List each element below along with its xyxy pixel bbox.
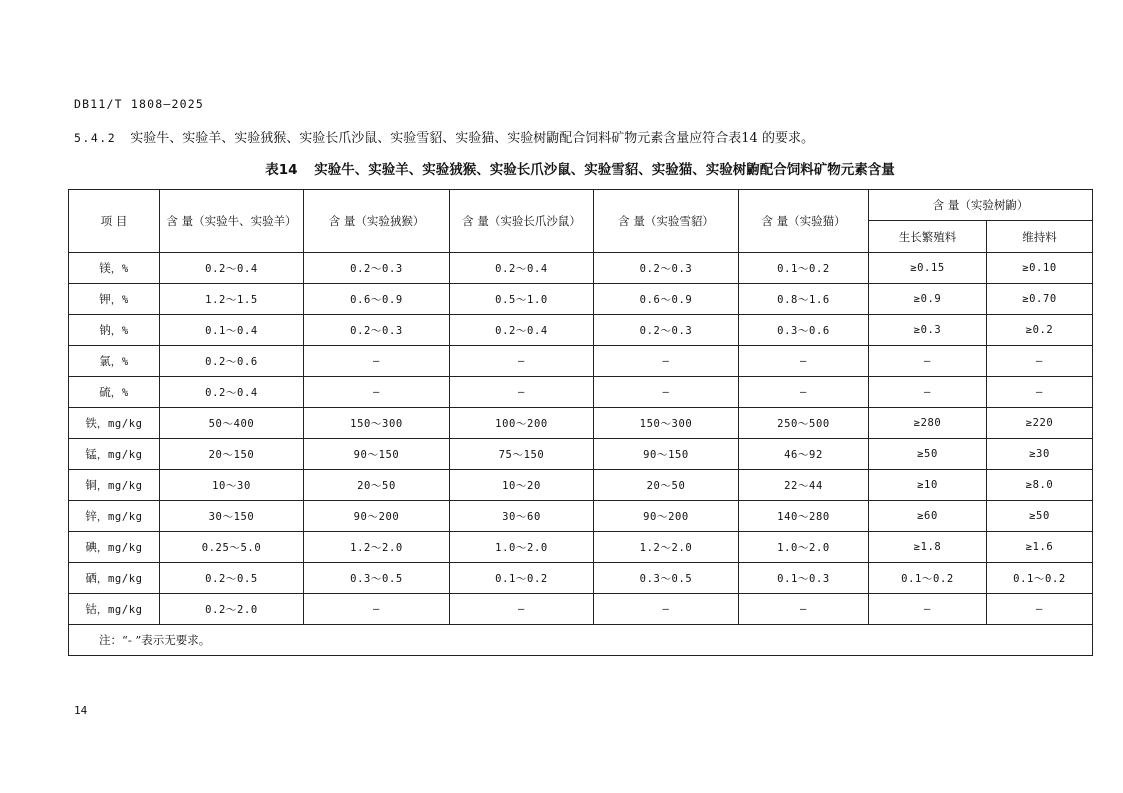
value-cell: 0.5～1.0 (450, 284, 594, 315)
value-cell: 0.2～0.4 (160, 377, 304, 408)
table-note: 注：“- ”表示无要求。 (69, 625, 1093, 656)
row-item-label (69, 377, 160, 408)
row-item-label (69, 408, 160, 439)
value-cell: 1.2～2.0 (594, 532, 739, 563)
value-cell: 0.2～2.0 (160, 594, 304, 625)
value-cell: 10～30 (160, 470, 304, 501)
element-name: 锌 (85, 509, 97, 523)
element-unit: ，mg/kg (96, 480, 143, 492)
value-cell: 0.1～0.2 (869, 563, 987, 594)
clause-paragraph (74, 127, 814, 146)
value-cell: 0.8～1.6 (739, 284, 869, 315)
table-caption (68, 158, 1092, 178)
value-cell: — (594, 346, 739, 377)
element-name: 锰 (85, 447, 97, 461)
header-growth-breeding: 生长繁殖料 (869, 221, 987, 253)
row-item-label (69, 532, 160, 563)
table-number: 表14 (265, 162, 298, 178)
value-cell: ≥30 (987, 439, 1093, 470)
element-name: 硫 (99, 385, 111, 399)
value-cell: ≥10 (869, 470, 987, 501)
table-title: 实验牛、实验羊、实验狨猴、实验长爪沙鼠、实验雪貂、实验猫、实验树鼩配合饲料矿物元素含量 (314, 162, 895, 178)
value-cell: 140～280 (739, 501, 869, 532)
value-cell: 0.2～0.4 (450, 253, 594, 284)
row-item-label (69, 501, 160, 532)
value-cell: — (739, 377, 869, 408)
element-unit: ，% (110, 294, 129, 306)
value-cell: ≥50 (869, 439, 987, 470)
table-row (69, 377, 1093, 408)
value-cell: 0.1～0.4 (160, 315, 304, 346)
row-item-label (69, 563, 160, 594)
header-tree-shrew: 含 量（实验树鼩） (869, 190, 1093, 221)
value-cell: 10～20 (450, 470, 594, 501)
value-cell: 90～200 (594, 501, 739, 532)
value-cell: ≥8.0 (987, 470, 1093, 501)
value-cell: 0.3～0.5 (594, 563, 739, 594)
value-cell: 30～150 (160, 501, 304, 532)
value-cell: ≥0.9 (869, 284, 987, 315)
value-cell: 22～44 (739, 470, 869, 501)
element-unit: ，% (110, 356, 129, 368)
value-cell: 0.3～0.6 (739, 315, 869, 346)
header-cattle-sheep: 含 量（实验牛、实验羊） (160, 190, 304, 253)
value-cell: — (869, 377, 987, 408)
mineral-content-table (68, 189, 1093, 656)
element-unit: ，mg/kg (96, 604, 143, 616)
value-cell: 0.6～0.9 (304, 284, 450, 315)
table-row (69, 315, 1093, 346)
value-cell: ≥60 (869, 501, 987, 532)
value-cell: 20～50 (594, 470, 739, 501)
clause-number: 5.4.2 (74, 131, 117, 145)
value-cell: 20～150 (160, 439, 304, 470)
element-unit: ，% (110, 263, 129, 275)
value-cell: — (304, 346, 450, 377)
row-item-label (69, 346, 160, 377)
value-cell: — (739, 594, 869, 625)
element-name: 钴 (85, 602, 97, 616)
row-item-label (69, 470, 160, 501)
value-cell: 50～400 (160, 408, 304, 439)
element-name: 铜 (85, 478, 97, 492)
element-unit: ，mg/kg (96, 449, 143, 461)
value-cell: — (594, 594, 739, 625)
value-cell: 1.2～1.5 (160, 284, 304, 315)
value-cell: ≥50 (987, 501, 1093, 532)
table-row (69, 253, 1093, 284)
element-unit: ，mg/kg (96, 418, 143, 430)
value-cell: 1.0～2.0 (739, 532, 869, 563)
value-cell: — (869, 594, 987, 625)
value-cell: 0.2～0.3 (304, 315, 450, 346)
value-cell: — (987, 377, 1093, 408)
value-cell: 150～300 (304, 408, 450, 439)
element-name: 碘 (85, 540, 97, 554)
table-row (69, 563, 1093, 594)
value-cell: — (869, 346, 987, 377)
table-row (69, 284, 1093, 315)
header-marmoset: 含 量（实验狨猴） (304, 190, 450, 253)
clause-text: 实验牛、实验羊、实验狨猴、实验长爪沙鼠、实验雪貂、实验猫、实验树鼩配合饲料矿物元素含量应符合表14 的要求。 (130, 131, 814, 146)
value-cell: — (304, 594, 450, 625)
value-cell: — (450, 346, 594, 377)
element-unit: ，mg/kg (96, 573, 143, 585)
value-cell: ≥0.3 (869, 315, 987, 346)
table-row (69, 594, 1093, 625)
table-row (69, 532, 1093, 563)
header-ferret: 含 量（实验雪貂） (594, 190, 739, 253)
row-item-label (69, 439, 160, 470)
document-code: DB11/T 1808—2025 (74, 97, 204, 111)
value-cell: ≥1.8 (869, 532, 987, 563)
value-cell: — (987, 346, 1093, 377)
value-cell: 90～150 (304, 439, 450, 470)
element-name: 钾 (99, 292, 111, 306)
element-name: 钠 (99, 323, 111, 337)
value-cell: 30～60 (450, 501, 594, 532)
row-item-label (69, 315, 160, 346)
value-cell: 0.2～0.4 (450, 315, 594, 346)
value-cell: — (304, 377, 450, 408)
row-item-label (69, 253, 160, 284)
header-item: 项 目 (69, 190, 160, 253)
table-body (69, 253, 1093, 625)
table-row (69, 470, 1093, 501)
value-cell: 0.2～0.6 (160, 346, 304, 377)
value-cell: ≥0.2 (987, 315, 1093, 346)
table-row (69, 501, 1093, 532)
page-number: 14 (74, 704, 88, 717)
value-cell: — (739, 346, 869, 377)
element-unit: ，mg/kg (96, 511, 143, 523)
element-unit: ，% (110, 387, 129, 399)
row-item-label (69, 284, 160, 315)
element-unit: ，mg/kg (96, 542, 143, 554)
value-cell: 0.1～0.2 (450, 563, 594, 594)
value-cell: 0.2～0.3 (594, 315, 739, 346)
value-cell: ≥0.10 (987, 253, 1093, 284)
value-cell: 0.6～0.9 (594, 284, 739, 315)
header-cat: 含 量（实验猫） (739, 190, 869, 253)
value-cell: 0.2～0.5 (160, 563, 304, 594)
value-cell: ≥280 (869, 408, 987, 439)
value-cell: 0.3～0.5 (304, 563, 450, 594)
value-cell: 1.2～2.0 (304, 532, 450, 563)
value-cell: 250～500 (739, 408, 869, 439)
table-row (69, 439, 1093, 470)
value-cell: ≥0.70 (987, 284, 1093, 315)
value-cell: 0.2～0.3 (304, 253, 450, 284)
header-gerbil: 含 量（实验长爪沙鼠） (450, 190, 594, 253)
value-cell: 0.25～5.0 (160, 532, 304, 563)
value-cell: 100～200 (450, 408, 594, 439)
value-cell: ≥220 (987, 408, 1093, 439)
value-cell: — (450, 377, 594, 408)
element-unit: ，% (110, 325, 129, 337)
value-cell: 90～200 (304, 501, 450, 532)
value-cell: 20～50 (304, 470, 450, 501)
value-cell: — (594, 377, 739, 408)
element-name: 硒 (85, 571, 97, 585)
value-cell: 0.1～0.2 (739, 253, 869, 284)
value-cell: ≥1.6 (987, 532, 1093, 563)
value-cell: — (450, 594, 594, 625)
table-row (69, 408, 1093, 439)
table-row (69, 346, 1093, 377)
value-cell: ≥0.15 (869, 253, 987, 284)
value-cell: 0.2～0.3 (594, 253, 739, 284)
row-item-label (69, 594, 160, 625)
value-cell: 75～150 (450, 439, 594, 470)
value-cell: 0.2～0.4 (160, 253, 304, 284)
value-cell: 90～150 (594, 439, 739, 470)
header-maintenance: 维持料 (987, 221, 1093, 253)
element-name: 镁 (99, 261, 111, 275)
element-name: 铁 (85, 416, 97, 430)
value-cell: 46～92 (739, 439, 869, 470)
value-cell: 0.1～0.2 (987, 563, 1093, 594)
value-cell: 1.0～2.0 (450, 532, 594, 563)
element-name: 氯 (99, 354, 111, 368)
value-cell: 0.1～0.3 (739, 563, 869, 594)
value-cell: — (987, 594, 1093, 625)
value-cell: 150～300 (594, 408, 739, 439)
